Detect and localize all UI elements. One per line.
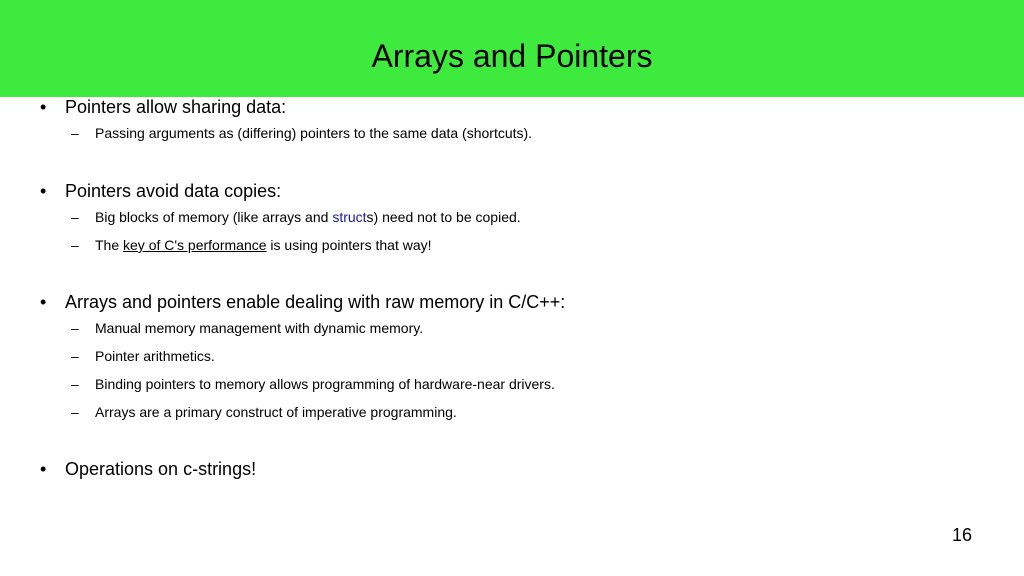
- sub-bullet-item: [71, 236, 432, 254]
- sub-bullet-dash: –: [71, 320, 79, 336]
- bullet-item: [40, 96, 286, 118]
- page-number: 16: [951, 525, 972, 545]
- sub-bullet-item: [71, 124, 532, 142]
- bullet-text: Pointers allow sharing data:: [65, 97, 287, 117]
- sub-bullet-item: [71, 208, 521, 226]
- sub-bullet-text: Arrays are a primary construct of imperative programming.: [95, 404, 457, 420]
- sub-bullet-dash: –: [71, 125, 79, 141]
- sub-bullet-text-pre: The: [95, 237, 124, 253]
- sub-bullet-text-pre: Big blocks of memory (like arrays and: [95, 209, 333, 225]
- struct-keyword: struct: [332, 209, 367, 225]
- slide-title: Arrays and Pointers: [371, 38, 653, 74]
- bullet-text: Operations on c-strings!: [65, 459, 257, 479]
- sub-bullet-text: Binding pointers to memory allows programming of hardware-near drivers.: [95, 376, 555, 392]
- sub-bullet-item: [71, 347, 215, 365]
- sub-bullet-dash: –: [71, 237, 79, 253]
- bullet-text: Arrays and pointers enable dealing with raw memory in C/C++:: [65, 292, 566, 312]
- bullet-item: [40, 458, 256, 480]
- bullet-dot: •: [40, 97, 47, 117]
- sub-bullet-dash: –: [71, 209, 79, 225]
- bullet-item: [40, 180, 281, 202]
- bullet-dot: •: [40, 181, 47, 201]
- bullet-dot: •: [40, 459, 47, 479]
- bullet-item: [40, 291, 565, 313]
- bullet-text: Pointers avoid data copies:: [65, 181, 282, 201]
- sub-bullet-text: Passing arguments as (differing) pointers to the same data (shortcuts).: [95, 125, 533, 141]
- performance-link[interactable]: key of C's performance: [123, 237, 267, 253]
- sub-bullet-dash: –: [71, 376, 79, 392]
- bullet-dot: •: [40, 292, 47, 312]
- sub-bullet-item: [71, 375, 555, 393]
- sub-bullet-text: Pointer arithmetics.: [95, 348, 215, 364]
- sub-bullet-text-post: is using pointers that way!: [266, 237, 432, 253]
- sub-bullet-text: Manual memory management with dynamic memory.: [95, 320, 424, 336]
- sub-bullet-text-post: s) need not to be copied.: [366, 209, 521, 225]
- sub-bullet-dash: –: [71, 348, 79, 364]
- sub-bullet-dash: –: [71, 404, 79, 420]
- sub-bullet-item: [71, 319, 423, 337]
- sub-bullet-item: [71, 403, 457, 421]
